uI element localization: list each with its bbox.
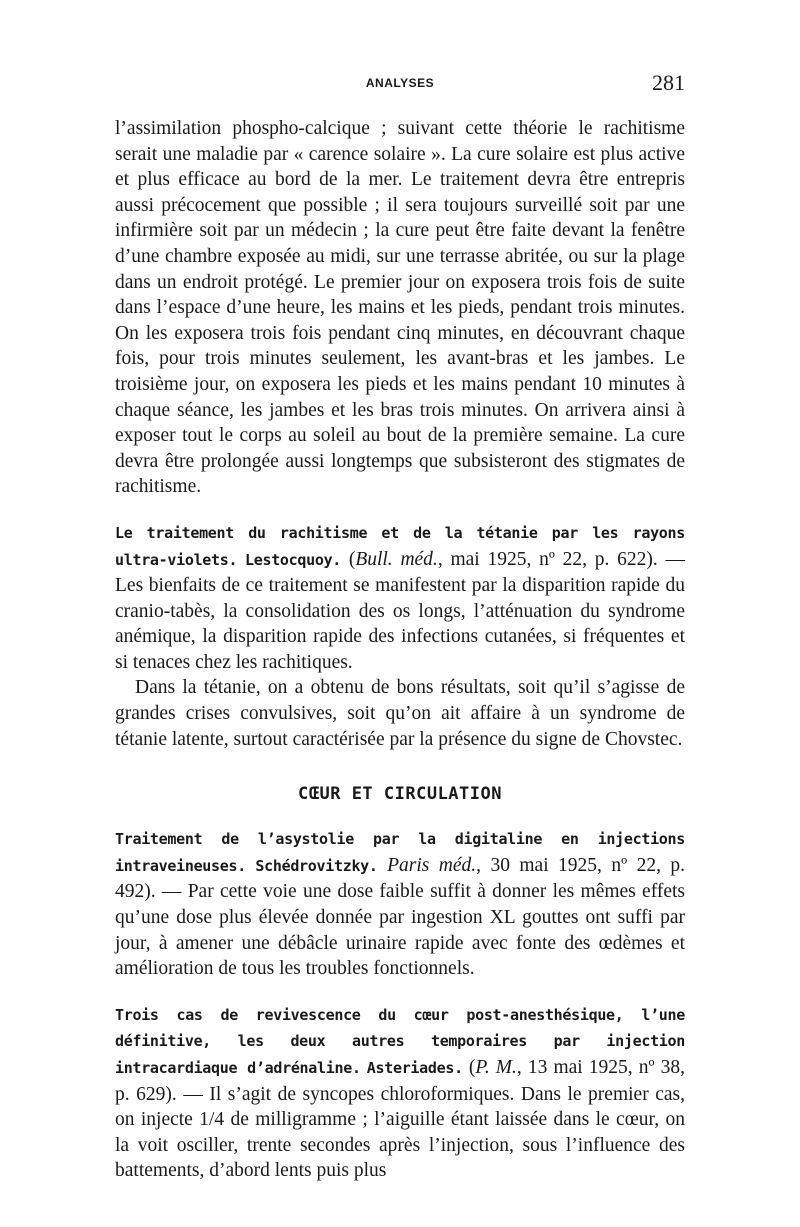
page-number: 281	[652, 70, 685, 95]
entry-rachitisme-journal: Bull. méd.	[355, 548, 438, 570]
entry-rachitisme-paragraph-2: Dans la tétanie, on a obtenu de bons résultats, soit qu’il s’agisse de grandes crises convulsives, soit qu’on ait affaire à un syndrome de tétanie latente, surtout caractérisée par la présence du signe de Chovstec.	[115, 677, 685, 750]
entry-revivescence-journal: P. M.	[475, 1057, 517, 1078]
entry-rachitisme-title: Le traitement du rachitisme et de la tétanie par les rayons ultra-violets.	[115, 523, 685, 569]
entry-asystolie-paragraph	[115, 826, 685, 982]
entry-asystolie-body: — Par cette voie une dose faible suffit à donner les mêmes effets qu’une dose plus élevée donnée par ingestion XL gouttes ont suffi par jour, à amener une débâcle urinaire rapide avec fonte des œdèmes et amélioration de tous les troubles fonctionnels.	[115, 881, 685, 980]
entry-revivescence	[115, 1002, 685, 1184]
entry-revivescence-paragraph	[115, 1002, 685, 1184]
entry-revivescence-title: Trois cas de revivescence du cœur post-anesthésique, l’une définitive, les deux autres temporaires par injection intracardiaque d’adrénaline.	[115, 1005, 685, 1077]
entry-asystolie-author: Schédrovitzky.	[255, 856, 378, 875]
entry-rachitisme-citation: , mai 1925, nº 22, p. 622).	[437, 548, 658, 570]
entry-asystolie	[115, 826, 685, 982]
entry-revivescence-body: — Il s’agit de syncopes chloroformiques. Dans le premier cas, on injecte 1/4 de milligramme ; l’aiguille étant laissée dans le cœur, on la voit osciller, trente secondes après l’injection, sous l’influence des battements, d’abord lents puis plus	[115, 1083, 685, 1182]
entry-rachitisme-body: — Les bienfaits de ce traitement se manifestent par la disparition rapide du cranio-tabès, la consolidation des os longs, l’atténuation du syndrome anémique, la disparition rapide des infections cutanées, si fréquentes et si tenaces chez les rachitiques.	[115, 548, 686, 673]
section-heading: CŒUR ET CIRCULATION	[298, 784, 502, 805]
entry-rachitisme-paragraph	[115, 520, 685, 676]
entry-revivescence-citation: , 13 mai 1925, nº 38, p. 629).	[115, 1057, 686, 1105]
entry-revivescence-author: Asteriades.	[366, 1059, 463, 1077]
running-head	[115, 70, 685, 100]
entry-revivescence-citation-open: (	[468, 1057, 476, 1078]
entry-rachitisme-citation-open: (	[348, 548, 356, 570]
entry-rachitisme	[115, 520, 685, 752]
continuation-paragraph: l’assimilation phospho-calcique ; suivant cette théorie le rachitisme serait une maladie par « carence solaire ». La cure solaire est plus active et plus efficace au bord de la mer. Le traitement devra être entrepris aussi précocement que possible ; il sera toujours surveillé soit par une infirmière soit par un médecin ; la cure peut être faite devant la fenêtre d’une chambre exposée au midi, sur une terrasse abritée, ou sur la plage dans un endroit protégé. Le premier jour on exposera trois fois de suite dans l’espace d’une heure, les mains et les pieds, pendant trois minutes. On les exposera trois fois pendant cinq minutes, en découvrant chaque fois, pour trois minutes seulement, les avant-bras et les jambes. Le troisième jour, on exposera les pieds et les mains pendant 10 minutes à chaque séance, les jambes et les bras trois minutes. On arrivera ainsi à exposer tout le corps au soleil au bout de la première semaine. La cure devra être prolongée aussi longtemps que subsisteront des stigmates de rachitisme.	[115, 118, 685, 498]
entry-asystolie-journal: Paris méd.	[387, 854, 477, 876]
entry-asystolie-citation: , 30 mai 1925, nº 22, p. 492).	[115, 854, 686, 903]
journal-page	[115, 70, 685, 1184]
entry-rachitisme-author: Lestocquoy.	[245, 550, 342, 569]
entry-asystolie-title: Traitement de l’asystolie par la digitaline en injections intraveineuses.	[115, 830, 685, 875]
running-title: ANALYSES	[365, 76, 435, 90]
